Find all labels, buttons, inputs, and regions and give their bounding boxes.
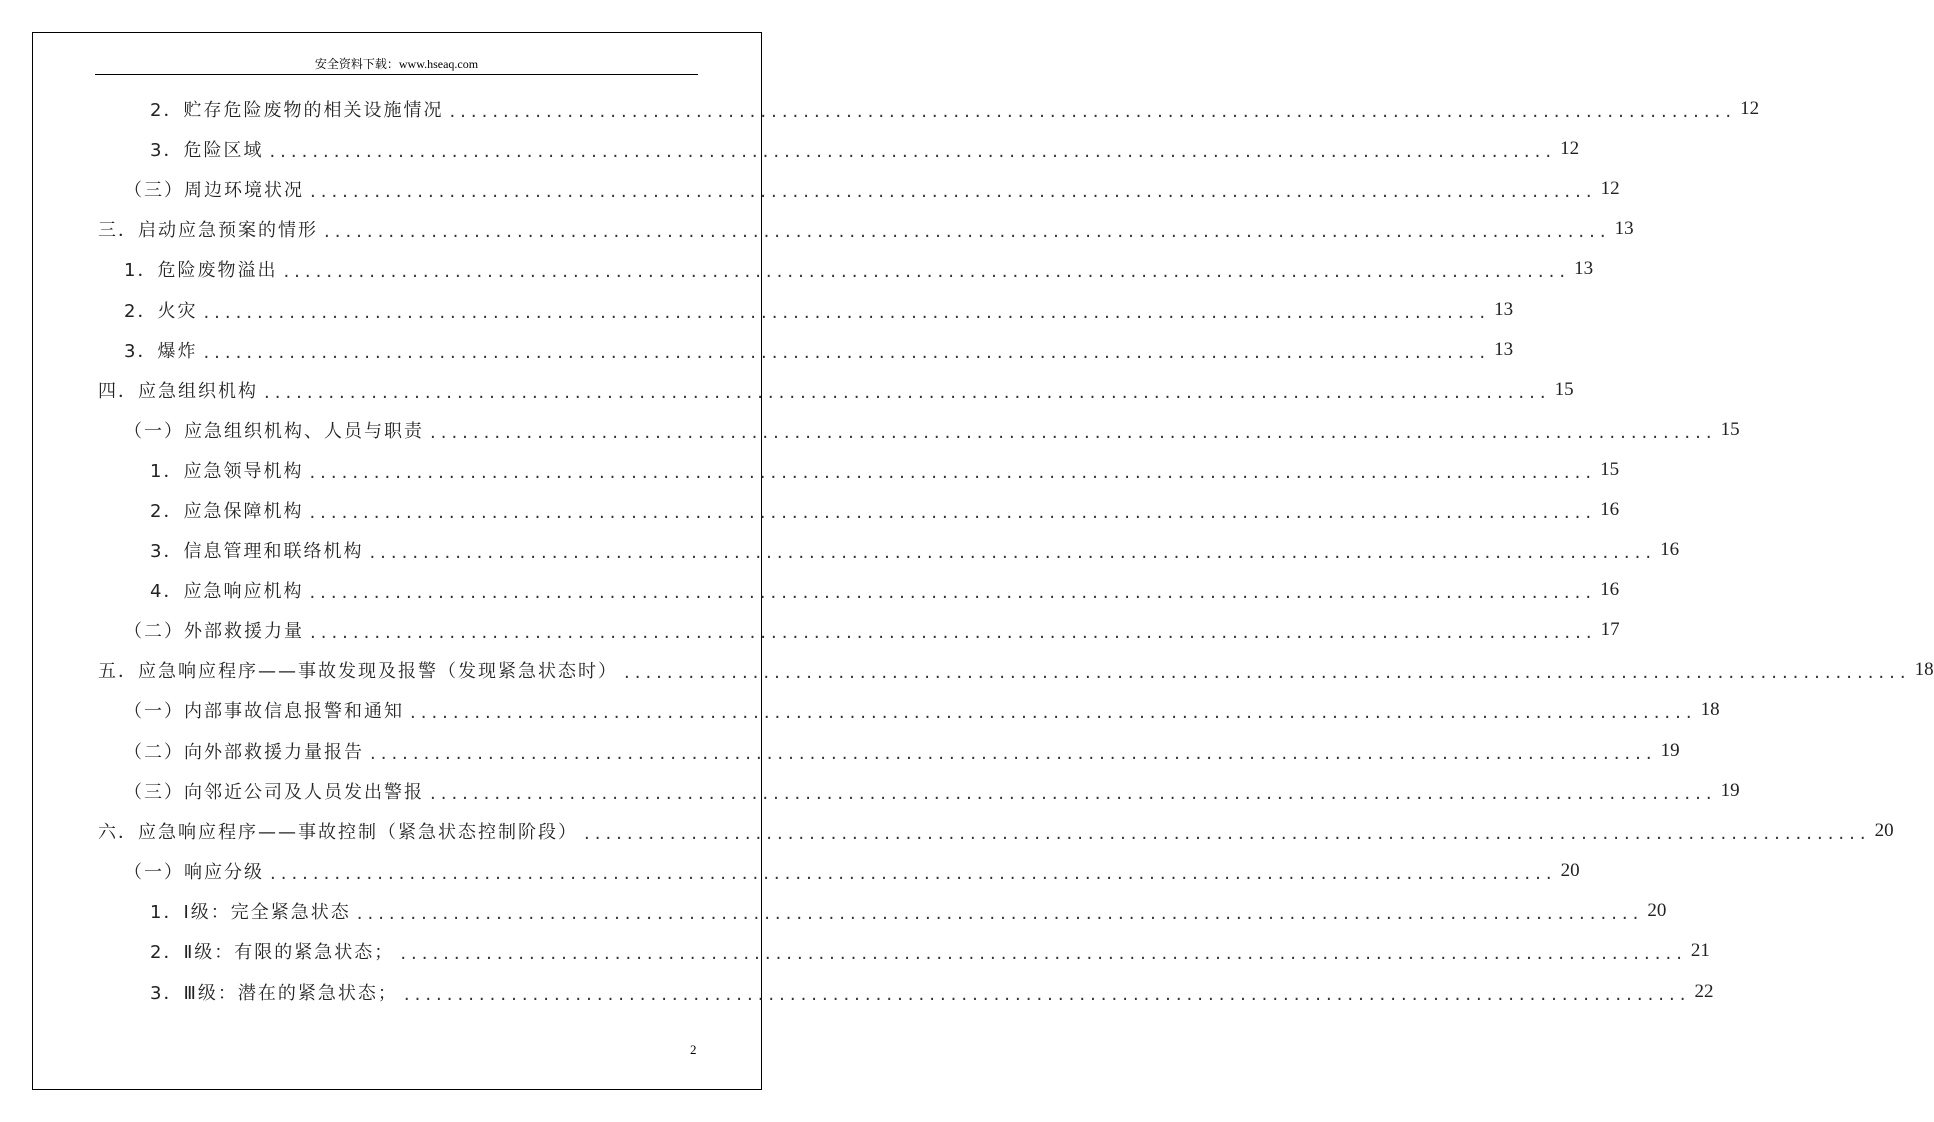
- toc-entry[interactable]: [150, 490, 1620, 530]
- toc-entry[interactable]: [98, 811, 1894, 851]
- toc-leader-dots: ........................................................................................................................: [430, 782, 1717, 804]
- toc-entry-page: 16: [1660, 539, 1680, 560]
- toc-entry[interactable]: [150, 450, 1620, 490]
- toc-entry[interactable]: [124, 851, 1580, 891]
- toc-entry[interactable]: [150, 530, 1680, 570]
- toc-entry[interactable]: [124, 169, 1620, 209]
- toc-entry-title: 三．启动应急预案的情形: [98, 220, 318, 241]
- toc-entry-title: 2．Ⅱ级：有限的紧急状态；: [150, 942, 395, 963]
- toc-entry[interactable]: [150, 972, 1714, 1012]
- toc-entry-title: （三）周边环境状况: [124, 180, 304, 201]
- toc-entry-page: 21: [1690, 940, 1710, 961]
- toc-entry-title: 3．信息管理和联络机构: [150, 541, 364, 562]
- toc-entry-title: 1．危险废物溢出: [124, 260, 278, 281]
- toc-entry-title: 1．应急领导机构: [150, 461, 304, 482]
- toc-entry-title: 1．Ⅰ级：完全紧急状态: [150, 902, 351, 923]
- toc-leader-dots: ........................................................................................................................: [203, 301, 1491, 323]
- toc-leader-dots: ........................................................................................................................: [324, 220, 1611, 242]
- toc-entry-title: 2．应急保障机构: [150, 501, 304, 522]
- toc-entry-title: 六．应急响应程序——事故控制（紧急状态控制阶段）: [98, 822, 578, 843]
- toc-entry-title: 3．Ⅲ级：潜在的紧急状态；: [150, 983, 398, 1004]
- page-header: 安全资料下载：www.hseaq.com: [95, 56, 698, 75]
- toc-entry[interactable]: [150, 570, 1620, 610]
- toc-entry[interactable]: [124, 410, 1740, 450]
- toc-entry-page: 13: [1614, 218, 1634, 239]
- toc-entry-title: （一）应急组织机构、人员与职责: [124, 421, 424, 442]
- toc-entry-page: 22: [1694, 981, 1714, 1002]
- toc-entry[interactable]: [150, 891, 1667, 931]
- toc-entry-page: 15: [1554, 379, 1574, 400]
- toc-leader-dots: ........................................................................................................................: [584, 822, 1871, 844]
- toc-entry-title: 3．爆炸: [124, 341, 198, 362]
- toc-entry-title: （一）内部事故信息报警和通知: [124, 701, 404, 722]
- toc-leader-dots: ........................................................................................................................: [270, 862, 1557, 884]
- toc-leader-dots: ........................................................................................................................: [356, 902, 1644, 924]
- toc-entry-page: 19: [1720, 780, 1740, 801]
- toc-entry-title: 3．危险区域: [150, 140, 264, 161]
- toc-entry-page: 12: [1560, 138, 1580, 159]
- toc-leader-dots: ........................................................................................................................: [369, 541, 1657, 563]
- toc-leader-dots: ........................................................................................................................: [264, 381, 1551, 403]
- toc-entry-title: 2．贮存危险废物的相关设施情况: [150, 100, 444, 121]
- toc-entry-page: 16: [1600, 579, 1620, 600]
- toc-entry-page: 13: [1494, 299, 1514, 320]
- toc-entry-page: 16: [1600, 499, 1620, 520]
- toc-entry-page: 18: [1914, 659, 1934, 680]
- toc-leader-dots: ........................................................................................................................: [403, 983, 1691, 1005]
- toc-entry[interactable]: [124, 290, 1514, 330]
- toc-leader-dots: ........................................................................................................................: [410, 701, 1697, 723]
- toc-entry-page: 15: [1600, 459, 1620, 480]
- toc-leader-dots: ........................................................................................................................: [449, 100, 1737, 122]
- toc-leader-dots: ........................................................................................................................: [624, 661, 1911, 683]
- toc-entry-page: 12: [1600, 178, 1620, 199]
- toc-leader-dots: ........................................................................................................................: [309, 581, 1597, 603]
- toc-entry-page: 17: [1600, 619, 1620, 640]
- toc-leader-dots: ........................................................................................................................: [430, 421, 1717, 443]
- toc-leader-dots: ........................................................................................................................: [283, 260, 1571, 282]
- toc-leader-dots: ........................................................................................................................: [310, 180, 1597, 202]
- toc-entry-page: 13: [1574, 258, 1594, 279]
- toc-leader-dots: ........................................................................................................................: [370, 742, 1657, 764]
- toc-leader-dots: ........................................................................................................................: [309, 501, 1597, 523]
- toc-entry-page: 12: [1740, 98, 1760, 119]
- toc-leader-dots: ........................................................................................................................: [203, 341, 1491, 363]
- page-number: 2: [690, 1042, 697, 1057]
- toc-entry-title: 四．应急组织机构: [98, 381, 258, 402]
- toc-entry-title: 4．应急响应机构: [150, 581, 304, 602]
- toc-entry[interactable]: [124, 249, 1594, 289]
- toc-entry[interactable]: [124, 330, 1514, 370]
- toc-leader-dots: ........................................................................................................................: [400, 942, 1687, 964]
- toc-leader-dots: ........................................................................................................................: [309, 461, 1597, 483]
- toc-entry[interactable]: [98, 370, 1574, 410]
- toc-entry[interactable]: [124, 690, 1720, 730]
- toc-entry-page: 20: [1647, 900, 1667, 921]
- toc-entry-title: 五．应急响应程序——事故发现及报警（发现紧急状态时）: [98, 661, 618, 682]
- toc-entry[interactable]: [150, 931, 1710, 971]
- toc-entry[interactable]: [150, 89, 1760, 129]
- toc-entry-title: （三）向邻近公司及人员发出警报: [124, 782, 424, 803]
- toc-entry[interactable]: [124, 610, 1620, 650]
- toc-entry-page: 18: [1700, 699, 1720, 720]
- toc-entry[interactable]: [98, 650, 1934, 690]
- toc-entry-title: （二）外部救援力量: [124, 621, 304, 642]
- toc-entry-title: 2．火灾: [124, 301, 198, 322]
- toc-leader-dots: ........................................................................................................................: [269, 140, 1557, 162]
- toc-entry-page: 19: [1660, 740, 1680, 761]
- toc-entry-title: （二）向外部救援力量报告: [124, 742, 364, 763]
- toc-entry-page: 20: [1560, 860, 1580, 881]
- toc-entry[interactable]: [124, 731, 1680, 771]
- toc-leader-dots: ........................................................................................................................: [310, 621, 1597, 643]
- toc-entry-page: 13: [1494, 339, 1514, 360]
- toc-entry-page: 20: [1874, 820, 1894, 841]
- toc-entry[interactable]: [124, 771, 1740, 811]
- toc-entry-title: （一）响应分级: [124, 862, 264, 883]
- toc-entry[interactable]: [98, 209, 1634, 249]
- toc-entry-page: 15: [1720, 419, 1740, 440]
- toc-entry[interactable]: [150, 129, 1580, 169]
